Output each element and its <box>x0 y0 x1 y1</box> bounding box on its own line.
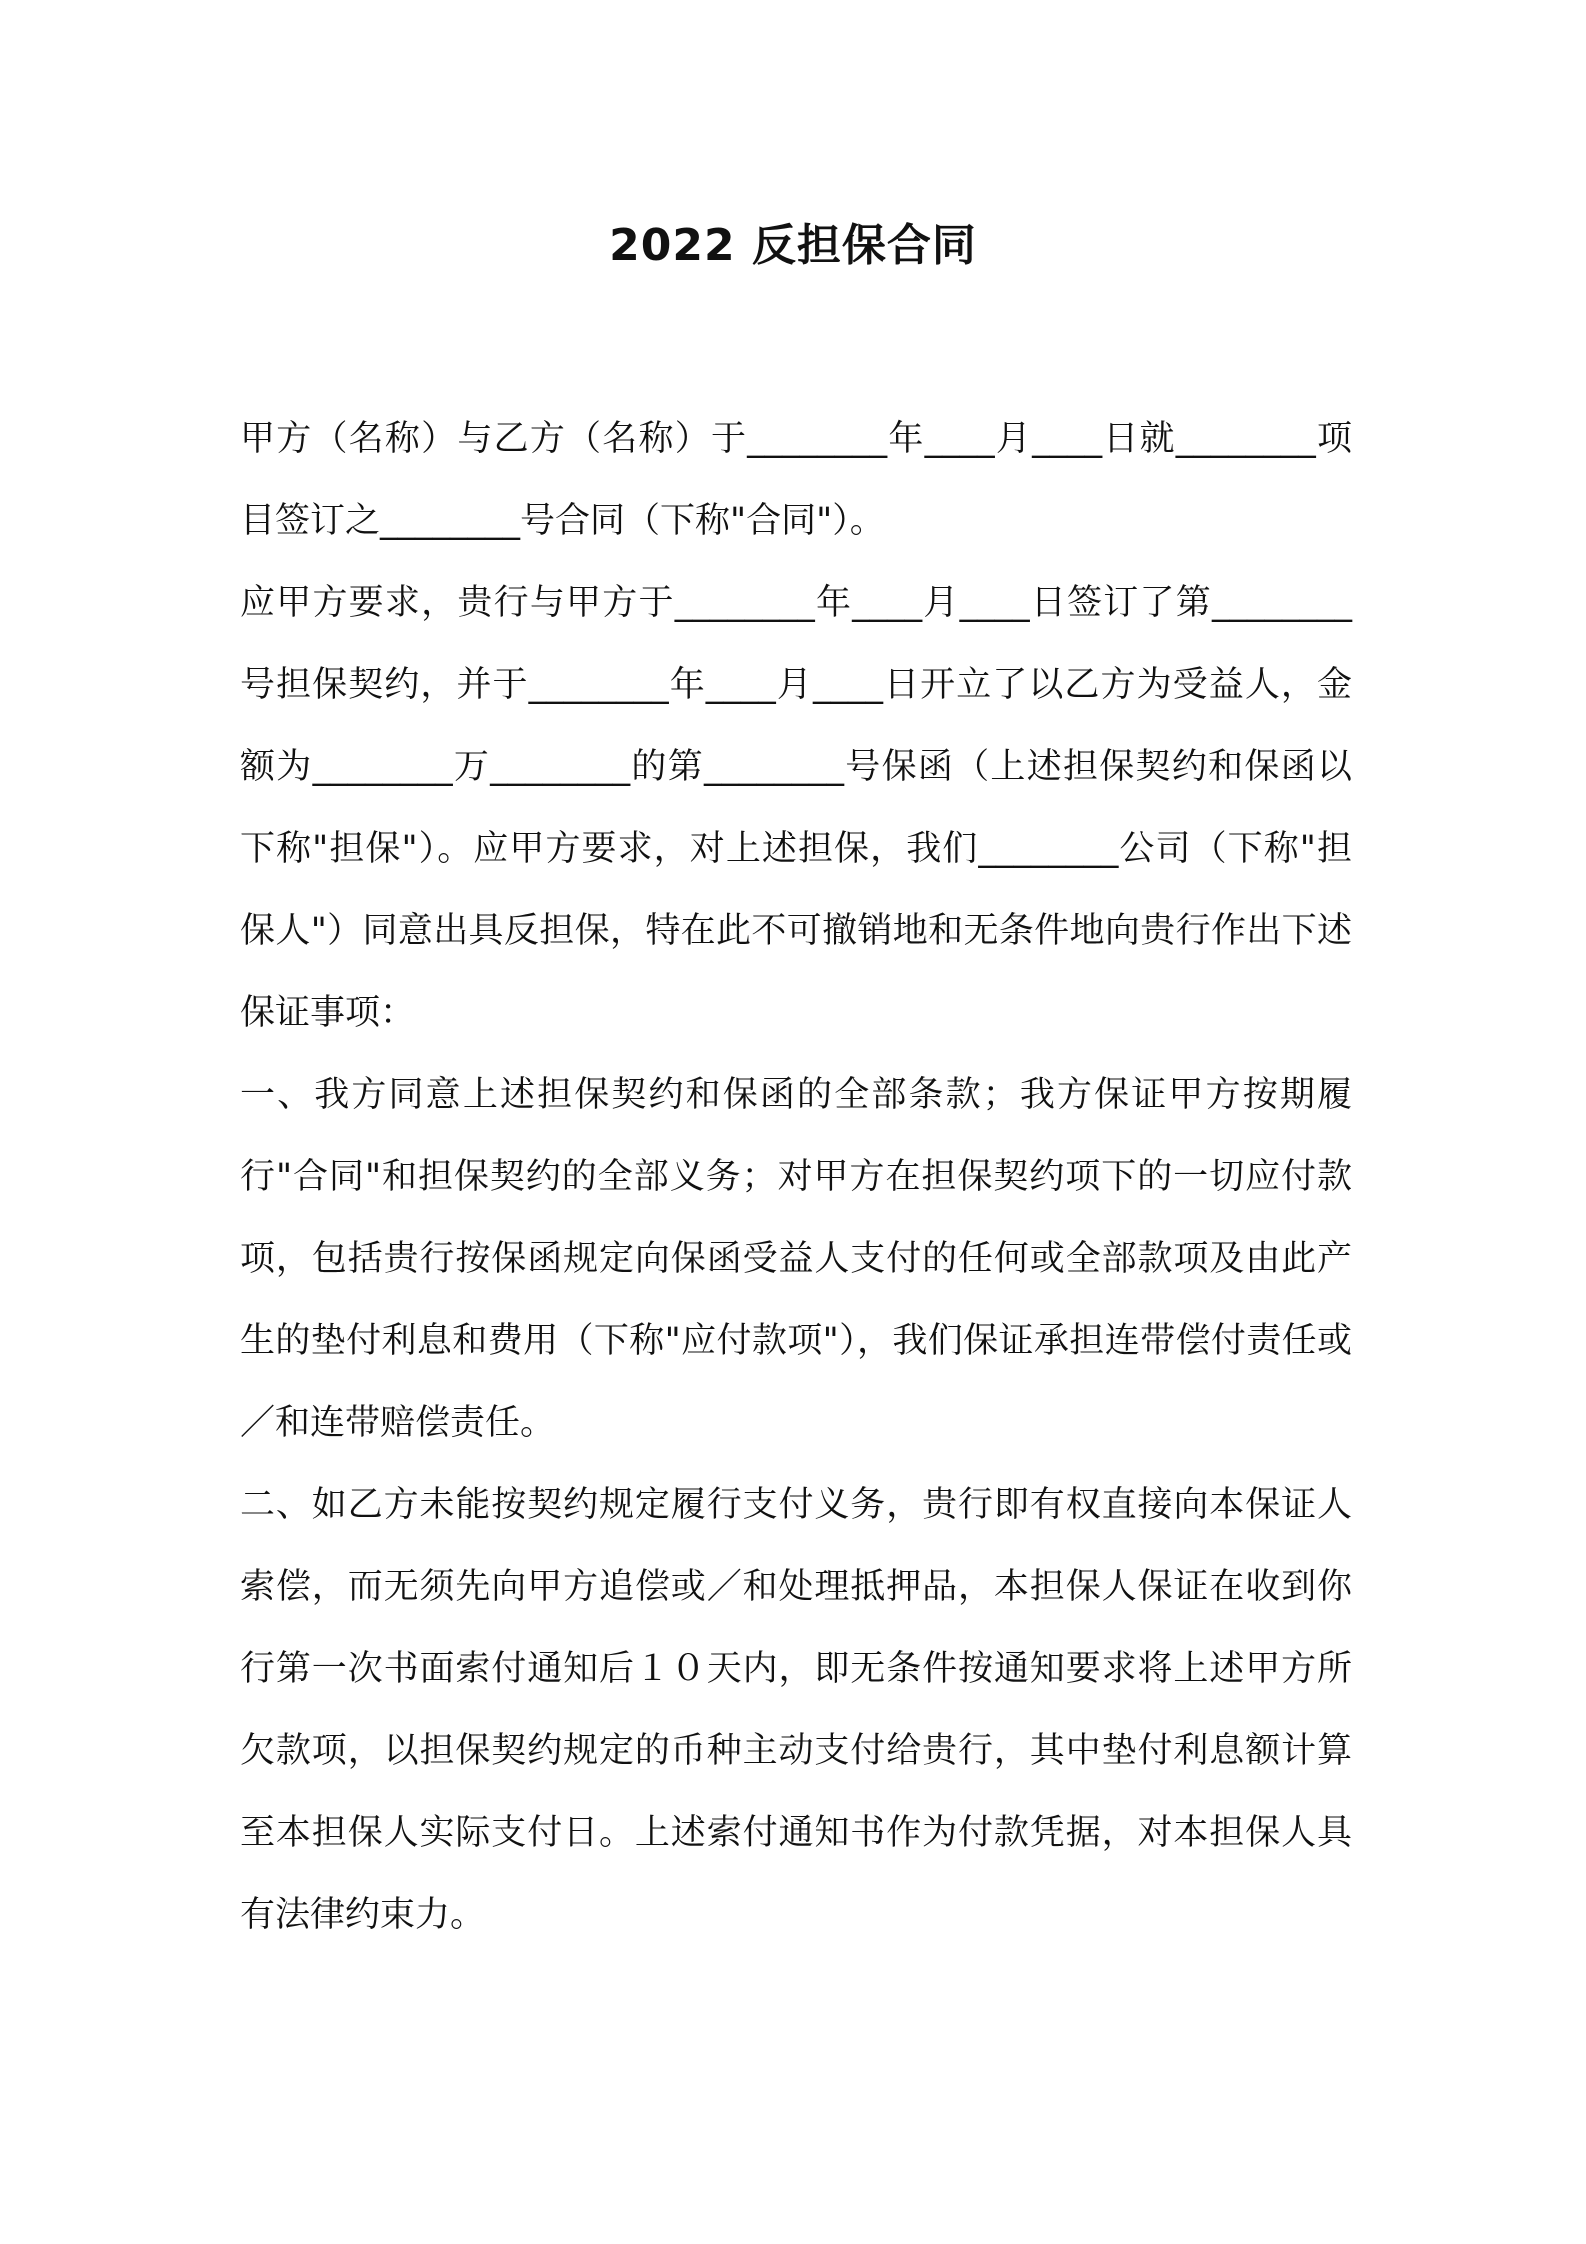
paragraph-contract-intro: 甲方（名称）与乙方（名称）于________年____月____日就________项目签订之________号合同（下称"合同"）。 <box>240 419 1352 541</box>
document-title: 2022 反担保合同 <box>609 220 977 271</box>
paragraph-guarantee-request: 应甲方要求，贵行与甲方于________年____月____日签订了第________号担保契约，并于________年____月____日开立了以乙方为受益人，金额为________万________的第________号保函（上述担保契约和保函以下称"担保"）。应甲方要求，对上述担保，我们________公司（下称"担保人"）同意出具反担保，特在此不可撤销地和无条件地向贵行作出下述保证事项： <box>240 583 1352 1033</box>
paragraph-clause-one: 一、我方同意上述担保契约和保函的全部条款；我方保证甲方按期履行"合同"和担保契约的全部义务；对甲方在担保契约项下的一切应付款项，包括贵行按保函规定向保函受益人支付的任何或全部款项及由此产生的垫付利息和费用（下称"应付款项"），我们保证承担连带偿付责任或／和连带赔偿责任。 <box>240 1075 1352 1443</box>
paragraph-clause-two: 二、如乙方未能按契约规定履行支付义务，贵行即有权直接向本保证人索偿，而无须先向甲方追偿或／和处理抵押品，本担保人保证在收到你行第一次书面索付通知后１０天内，即无条件按通知要求将上述甲方所欠款项，以担保契约规定的币种主动支付给贵行，其中垫付利息额计算至本担保人实际支付日。上述索付通知书作为付款凭据，对本担保人具有法律约束力。 <box>240 1485 1352 1935</box>
document-body <box>240 398 1352 1956</box>
